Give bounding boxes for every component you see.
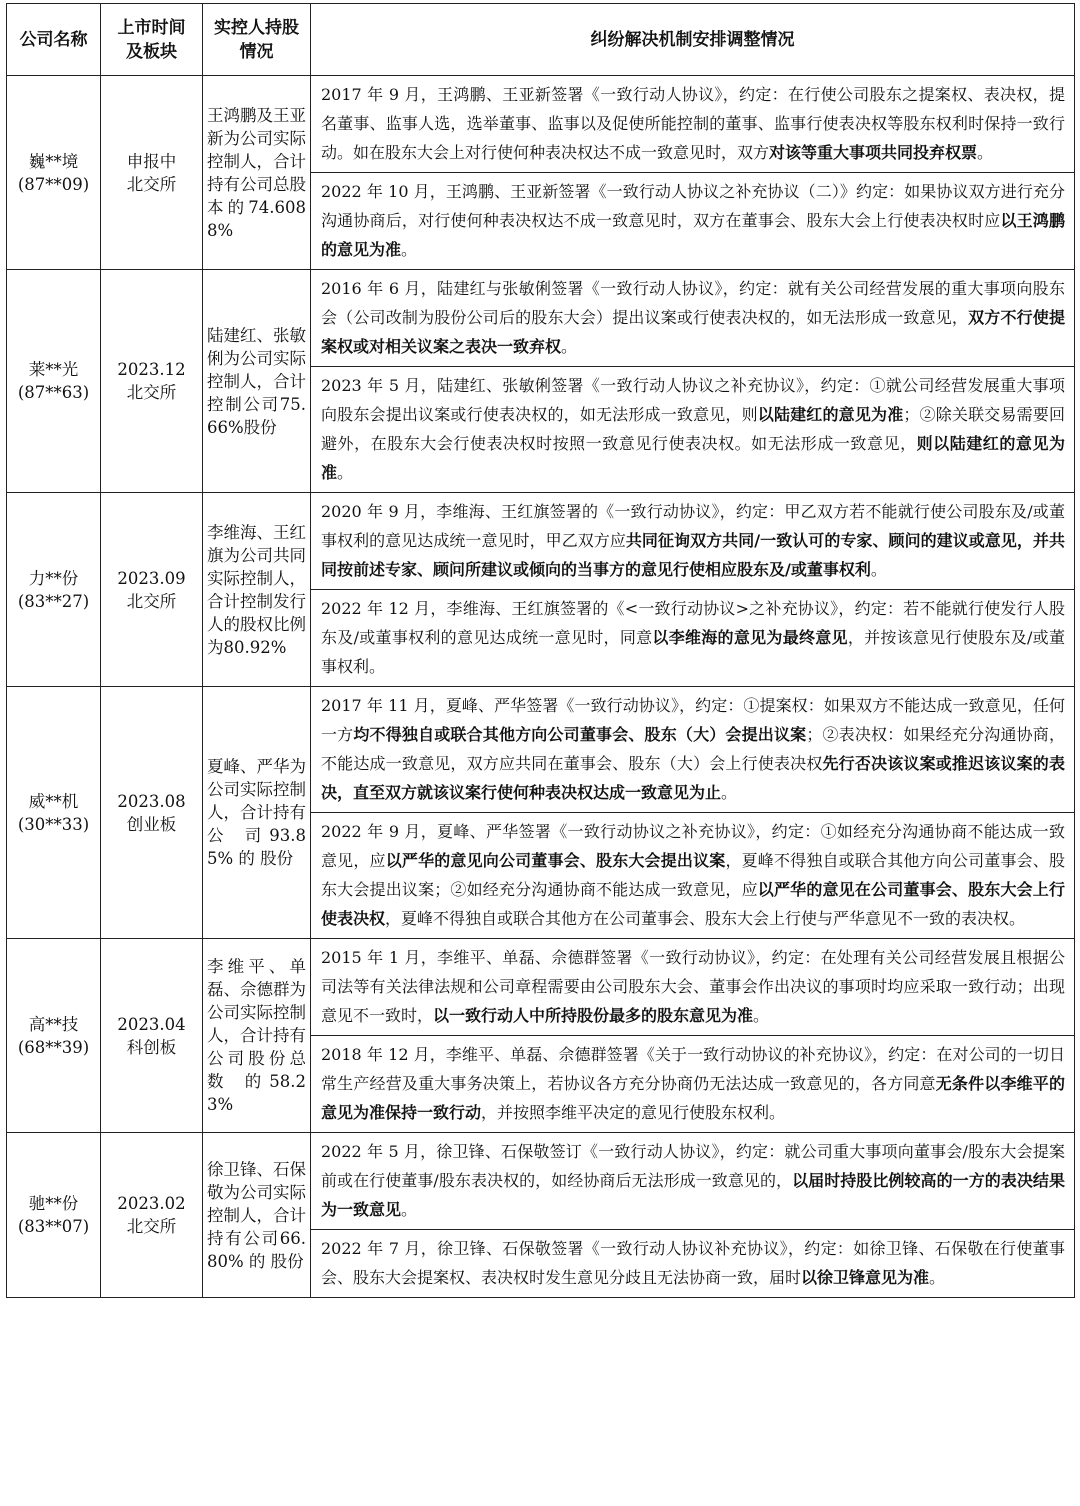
listing-cell: 申报中 北交所 [101, 76, 203, 270]
dispute-cell [311, 76, 1075, 270]
agreement-paragraph: 2022 年 5 月，徐卫锋、石保敬签订《一致行动人协议》，约定：就公司重大事项向董事会/股东大会提案前或在行使董事/股东表决权的，如经协商后无法形成一致意见的，以届时持股比例较高的一方的表决结果为一致意见。 [321, 1142, 1065, 1219]
listing-cell: 2023.08 创业板 [101, 687, 203, 939]
dispute-resolution-table [6, 3, 1075, 1298]
header-row [7, 4, 1075, 76]
agreement-paragraph: 2023 年 5 月，陆建红、张敏俐签署《一致行动人协议之补充协议》，约定：①就公司经营发展重大事项向股东会提出议案或行使表决权的，如无法形成一致意见，则以陆建红的意见为准；②除关联交易需要回避外，在股东大会行使表决权时按照一致意见行使表决权。如无法形成一致意见，则以陆建红的意见为准。 [311, 366, 1074, 492]
dispute-cell [311, 270, 1075, 493]
agreement-paragraph: 2022 年 7 月，徐卫锋、石保敬签署《一致行动人协议补充协议》，约定：如徐卫锋、石保敬在行使董事会、股东大会提案权、表决权时发生意见分歧且无法协商一致，届时以徐卫锋意见为准。 [311, 1229, 1074, 1297]
holding-cell: 陆建红、张敏俐为公司实际控制人，合计控制公司75.66%股份 [203, 270, 311, 493]
header-dispute: 纠纷解决机制安排调整情况 [311, 4, 1075, 76]
holding-cell: 徐卫锋、石保敬为公司实际控制人，合计持有公司66.80% 的 股份 [203, 1133, 311, 1298]
holding-cell: 李维海、王红旗为公司共同实际控制人，合计控制发行人的股权比例为80.92% [203, 493, 311, 687]
header-holding: 实控人持股 情况 [203, 4, 311, 76]
dispute-cell [311, 1133, 1075, 1298]
listing-cell: 2023.02 北交所 [101, 1133, 203, 1298]
agreement-paragraph: 2015 年 1 月，李维平、单磊、佘德群签署《一致行动协议》，约定：在处理有关公司经营发展且根据公司法等有关法律法规和公司章程需要由公司股东大会、董事会作出决议的事项时均应采取一致行动；出现意见不一致时，以一致行动人中所持股份最多的股东意见为准。 [321, 948, 1065, 1025]
table-row [7, 687, 1075, 939]
table-row [7, 270, 1075, 493]
table-row [7, 939, 1075, 1133]
company-cell: 力**份 (83**27) [7, 493, 101, 687]
company-cell: 威**机 (30**33) [7, 687, 101, 939]
agreement-paragraph: 2018 年 12 月，李维平、单磊、佘德群签署《关于一致行动协议的补充协议》，约定：在对公司的一切日常生产经营及重大事务决策上，若协议各方充分协商仍无法达成一致意见的，各方同意无条件以李维平的意见为准保持一致行动，并按照李维平决定的意见行使股东权利。 [311, 1035, 1074, 1132]
listing-cell: 2023.12 北交所 [101, 270, 203, 493]
agreement-paragraph: 2017 年 9 月，王鸿鹏、王亚新签署《一致行动人协议》，约定：在行使公司股东之提案权、表决权，提名董事、监事人选，选举董事、监事以及促使所能控制的董事、监事行使表决权等股东权利时保持一致行动。如在股东大会上对行使何种表决权达不成一致意见时，双方对该等重大事项共同投弃权票。 [321, 85, 1065, 162]
agreement-paragraph: 2022 年 9 月，夏峰、严华签署《一致行动协议之补充协议》，约定：①如经充分沟通协商不能达成一致意见，应以严华的意见向公司董事会、股东大会提出议案，夏峰不得独自或联合其他方向公司董事会、股东大会提出议案；②如经充分沟通协商不能达成一致意见，应以严华的意见在公司董事会、股东大会上行使表决权，夏峰不得独自或联合其他方在公司董事会、股东大会上行使与严华意见不一致的表决权。 [311, 812, 1074, 938]
holding-cell: 夏峰、严华为公司实际控制人，合计持有 公 司93.85% 的 股份 [203, 687, 311, 939]
company-cell: 莱**光 (87**63) [7, 270, 101, 493]
table-row [7, 76, 1075, 270]
table-row [7, 493, 1075, 687]
agreement-paragraph: 2022 年 10 月，王鸿鹏、王亚新签署《一致行动人协议之补充协议（二）》约定：如果协议双方进行充分沟通协商后，对行使何种表决权达不成一致意见时，双方在董事会、股东大会上行使表决权时应以王鸿鹏的意见为准。 [311, 172, 1074, 269]
agreement-paragraph: 2017 年 11 月，夏峰、严华签署《一致行动协议》，约定：①提案权：如果双方不能达成一致意见，任何一方均不得独自或联合其他方向公司董事会、股东（大）会提出议案；②表决权：如果经充分沟通协商，不能达成一致意见，双方应共同在董事会、股东（大）会上行使表决权先行否决该议案或推迟该议案的表决，直至双方就该议案行使何种表决权达成一致意见为止。 [321, 696, 1065, 802]
agreement-paragraph: 2022 年 12 月，李维海、王红旗签署的《<一致行动协议>之补充协议》，约定：若不能就行使发行人股东及/或董事权利的意见达成统一意见时，同意以李维海的意见为最终意见，并按该意见行使股东及/或董事权利。 [311, 589, 1074, 686]
holding-cell: 王鸿鹏及王亚新为公司实际控制人，合计持有公司总股本的74.6088% [203, 76, 311, 270]
listing-cell: 2023.04 科创板 [101, 939, 203, 1133]
header-listing: 上市时间 及板块 [101, 4, 203, 76]
company-cell: 高**技 (68**39) [7, 939, 101, 1133]
header-company: 公司名称 [7, 4, 101, 76]
table-row [7, 1133, 1075, 1298]
dispute-cell [311, 493, 1075, 687]
agreement-paragraph: 2020 年 9 月，李维海、王红旗签署的《一致行动协议》，约定：甲乙双方若不能就行使公司股东及/或董事权利的意见达成统一意见时，甲乙双方应共同征询双方共同/一致认可的专家、顾问的建议或意见，并共同按前述专家、顾问所建议或倾向的当事方的意见行使相应股东及/或董事权利。 [321, 502, 1065, 579]
listing-cell: 2023.09 北交所 [101, 493, 203, 687]
dispute-cell [311, 687, 1075, 939]
company-cell: 巍**境 (87**09) [7, 76, 101, 270]
company-cell: 驰**份 (83**07) [7, 1133, 101, 1298]
agreement-paragraph: 2016 年 6 月，陆建红与张敏俐签署《一致行动人协议》，约定：就有关公司经营发展的重大事项向股东会（公司改制为股份公司后的股东大会）提出议案或行使表决权的，如无法形成一致意见，双方不行使提案权或对相关议案之表决一致弃权。 [321, 279, 1065, 356]
holding-cell: 李维平、单磊、佘德群为公司实际控制人，合计持有公司股份总 数 的58.23% [203, 939, 311, 1133]
dispute-cell [311, 939, 1075, 1133]
